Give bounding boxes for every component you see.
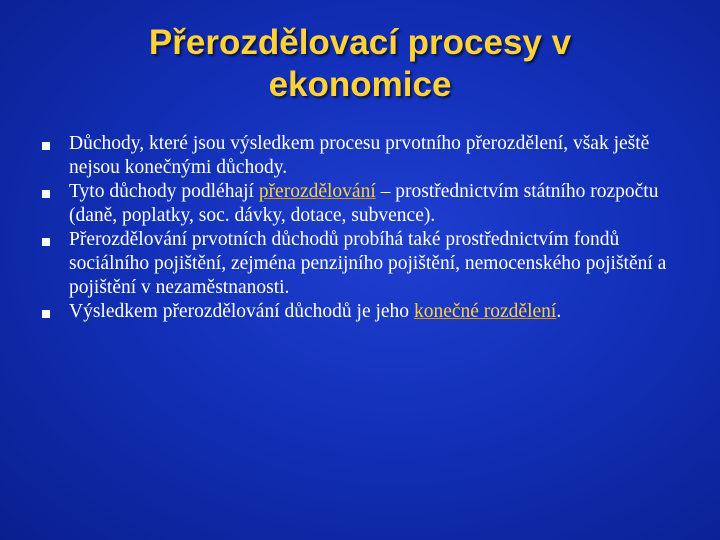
slide-title-line-2: ekonomice bbox=[268, 65, 452, 104]
square-bullet-icon bbox=[42, 190, 50, 198]
highlighted-term: konečné rozdělení bbox=[413, 301, 557, 322]
slide-title-line-1: Přerozdělovací procesy v bbox=[148, 23, 572, 62]
bullet-text-end: . bbox=[556, 301, 562, 322]
bullet-text: Přerozdělování prvotních důchodů probíhá také prostřednictvím fondů sociálního pojištění, zejména penzijního pojištění, nemocenského pojištění a pojištění v nezaměstnanosti. bbox=[69, 229, 667, 298]
bullet-item bbox=[40, 228, 690, 300]
bullet-list bbox=[40, 132, 690, 324]
highlighted-term: přerozdělování bbox=[258, 181, 376, 202]
bullet-text: Důchody, které jsou výsledkem procesu prvotního přerozdělení, však ještě nejsou konečnými důchody. bbox=[69, 133, 650, 178]
bullet-item bbox=[40, 180, 690, 228]
bullet-item bbox=[40, 132, 690, 180]
bullet-text-start: Tyto důchody podléhají bbox=[69, 181, 259, 202]
square-bullet-icon bbox=[42, 142, 50, 150]
bullet-text-end: – prostřednictvím státního rozpočtu (daně, poplatky, soc. dávky, dotace, subvence). bbox=[69, 181, 659, 226]
bullet-item bbox=[40, 300, 690, 324]
slide-title bbox=[60, 22, 660, 106]
bullet-text-start: Výsledkem přerozdělování důchodů je jeho bbox=[69, 301, 414, 322]
square-bullet-icon bbox=[42, 238, 50, 246]
square-bullet-icon bbox=[42, 310, 50, 318]
